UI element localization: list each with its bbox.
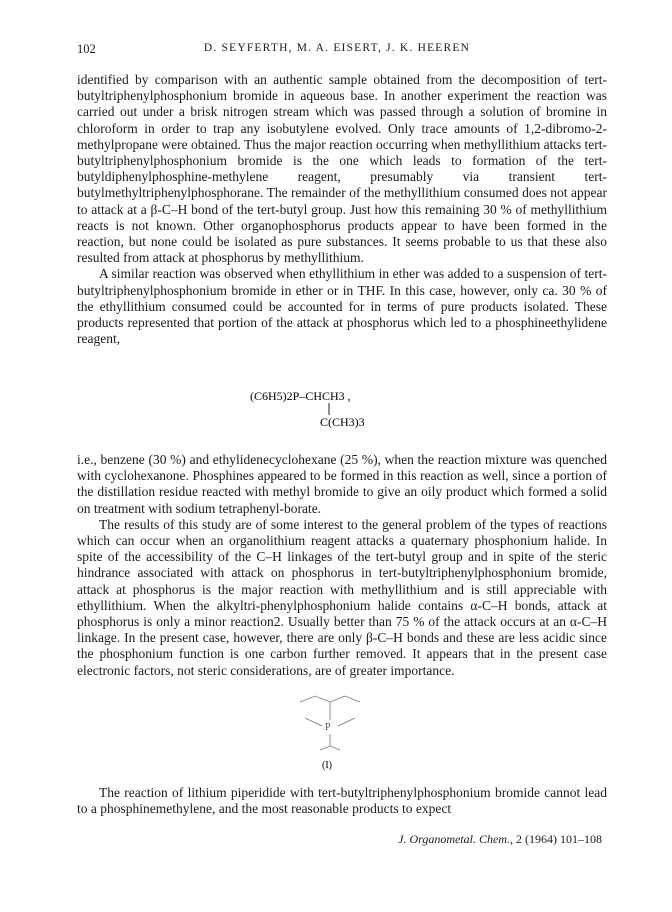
paragraph-4: The results of this study are of some interest to the general problem of the types of reactions which can occur when an organolithium reagent attacks a quaternary phosphonium halide. In spite of the accessibility of the C–H linkages of the tert-butyl group and in spite of the steric hindrance associated with attack on phosphorus in tert-butyltriphenylphosphonium bromide, attack at phosphorus is the major reaction with methyllithium and is still appreciable with ethyllithium. When the alkyltri-phenylphosphonium halide contains α-C–H bonds, attack at phosphorus is only a minor reaction2. Usually better than 75 % of the attack occurs at an α-C–H linkage. In the present case, however, there are only β-C–H bonds and these are less acidic since the phosphonium function is one carbon further removed. It appears that in the present case electronic factors, not steric considerations, are of greater importance. bbox=[77, 516, 607, 678]
phosphorus-atom: P bbox=[325, 722, 331, 733]
page-header bbox=[77, 42, 597, 62]
chemical-formula bbox=[240, 370, 440, 448]
running-title: D. SEYFERTH, M. A. EISERT, J. K. HEEREN bbox=[203, 42, 471, 54]
structure-label: (I) bbox=[322, 760, 332, 771]
structure-chain bbox=[320, 746, 340, 750]
page-footer bbox=[398, 832, 602, 847]
journal-name: J. Organometal. Chem., bbox=[398, 832, 513, 846]
main-text-2 bbox=[77, 452, 607, 679]
main-text bbox=[77, 72, 607, 347]
structure-figure bbox=[270, 690, 390, 775]
formula-substituent: C(CH3)3 bbox=[320, 415, 365, 429]
page-number: 102 bbox=[77, 42, 96, 56]
paragraph-2: A similar reaction was observed when ethyllithium in ether was added to a suspension of tert-butyltriphenylphosphonium bromide in ether or in THF. In this case, however, only ca. 30 % of the ethyllithium consumed could be accounted for in terms of pure products isolated. These products represented that portion of the attack at phosphorus which led to a phosphineethylidene reagent, bbox=[77, 266, 607, 347]
formula-main: (C6H5)2P–CHCH3 , bbox=[250, 389, 351, 403]
journal-citation: 2 (1964) 101–108 bbox=[516, 832, 602, 846]
structure-bond bbox=[338, 718, 355, 726]
paragraph-5: The reaction of lithium piperidide with tert-butyltriphenylphosphonium bromide cannot lead to a phosphinemethylene, and the most reasonable products to expect bbox=[77, 785, 607, 817]
paragraph-3: i.e., benzene (30 %) and ethylidenecyclohexane (25 %), when the reaction mixture was quenched with cyclohexanone. Phosphines appeared to be formed in this reaction as well, since a portion of the distillation residue reacted with methyl bromide to give an oily product which formed a solid on treatment with sodium tetraphenyl-borate. bbox=[77, 452, 607, 516]
main-text-3 bbox=[77, 785, 607, 817]
structure-chain bbox=[300, 696, 360, 702]
structure-bond bbox=[305, 718, 322, 726]
formula-drawing bbox=[240, 370, 440, 448]
structure-drawing bbox=[270, 690, 390, 775]
paragraph-1: identified by comparison with an authentic sample obtained from the decomposition of tert-butyltriphenylphosphonium bromide in aqueous base. In another experiment the reaction was carried out under a brisk nitrogen stream which was passed through a solution of bromine in chloroform in order to trap any isobutylene evolved. Only trace amounts of 1,2-dibromo-2-methylpropane were obtained. Thus the major reaction occurring when methyllithium attacks tert-butyltriphenylphosphonium bromide is the one which leads to formation of the tert-butyldiphenylphosphine-methylene reagent, presumably via transient tert-butylmethyltriphenylphosphorane. The remainder of the methyllithium consumed does not appear to attack at a β-C–H bond of the tert-butyl group. Just how this remaining 30 % of methyllithium reacts is not known. Other organophosphorus products appear to have been formed in the reaction, but none could be isolated as pure substances. It seems probable to us that these also resulted from attack at phosphorus by methyllithium. bbox=[77, 72, 607, 266]
